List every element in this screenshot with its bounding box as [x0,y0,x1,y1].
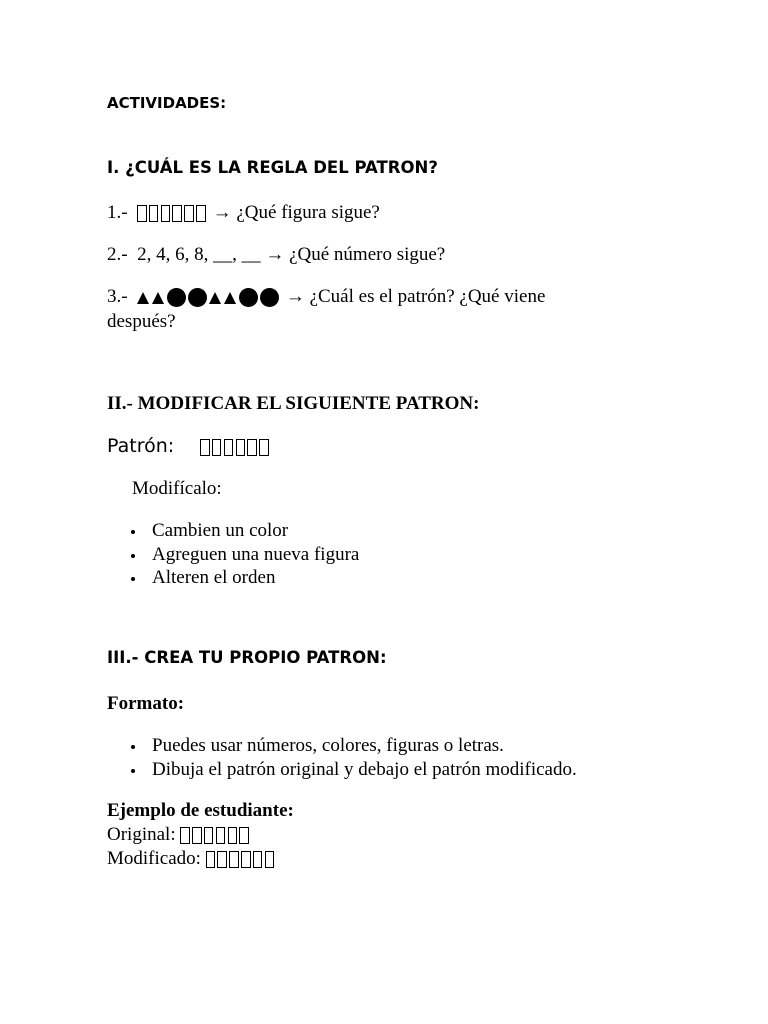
list-item: Alteren el orden [107,566,359,590]
question-1 [107,201,380,227]
circle-icon [260,288,279,307]
section-2-title: II.- MODIFICAR EL SIGUIENTE PATRON: [107,393,480,414]
modified-line [107,847,276,873]
question-2-text: → ¿Qué número sigue? [265,244,446,265]
circle-icon [167,288,186,307]
emoji-pattern-glyphs [206,849,277,873]
list-item: Dibuja el patrón original y debajo el patrón modificado. [107,758,577,782]
triangle-icon [224,292,236,304]
original-label: Original: [107,824,176,845]
list-item: Puedes usar números, colores, figuras o letras. [107,734,577,758]
question-2-number: 2.- [107,244,128,265]
triangle-icon [209,292,221,304]
modify-label: Modifícalo: [132,478,222,499]
pattern-line [107,435,271,459]
question-3-continuation: después? [107,311,176,332]
modify-list [107,519,359,590]
question-3-number: 3.- [107,286,128,307]
section-1-title: I. ¿CUÁL ES LA REGLA DEL PATRON? [107,158,438,177]
modified-label: Modificado: [107,848,201,869]
emoji-pattern-glyphs [200,439,271,459]
pattern-label: Patrón: [107,435,175,457]
question-1-text: → ¿Qué figura sigue? [212,202,380,223]
triangle-icon [137,292,149,304]
list-item: Agreguen una nueva figura [107,543,359,567]
number-sequence: 2, 4, 6, 8, __, __ [137,244,261,265]
question-3-text: → ¿Cuál es el patrón? ¿Qué viene [285,286,546,307]
emoji-pattern-glyphs [180,825,251,849]
circle-icon [188,288,207,307]
page-heading: ACTIVIDADES: [107,94,227,112]
question-3 [107,285,545,311]
example-label: Ejemplo de estudiante: [107,800,294,821]
circle-icon [239,288,258,307]
shape-pattern [137,287,281,311]
list-item: Cambien un color [107,519,359,543]
section-3-title: III.- CREA TU PROPIO PATRON: [107,648,387,667]
question-2 [107,243,445,267]
original-line [107,823,251,849]
question-1-number: 1.- [107,202,128,223]
triangle-icon [152,292,164,304]
emoji-pattern-glyphs [137,203,208,227]
format-list [107,734,577,781]
format-label: Formato: [107,693,185,714]
